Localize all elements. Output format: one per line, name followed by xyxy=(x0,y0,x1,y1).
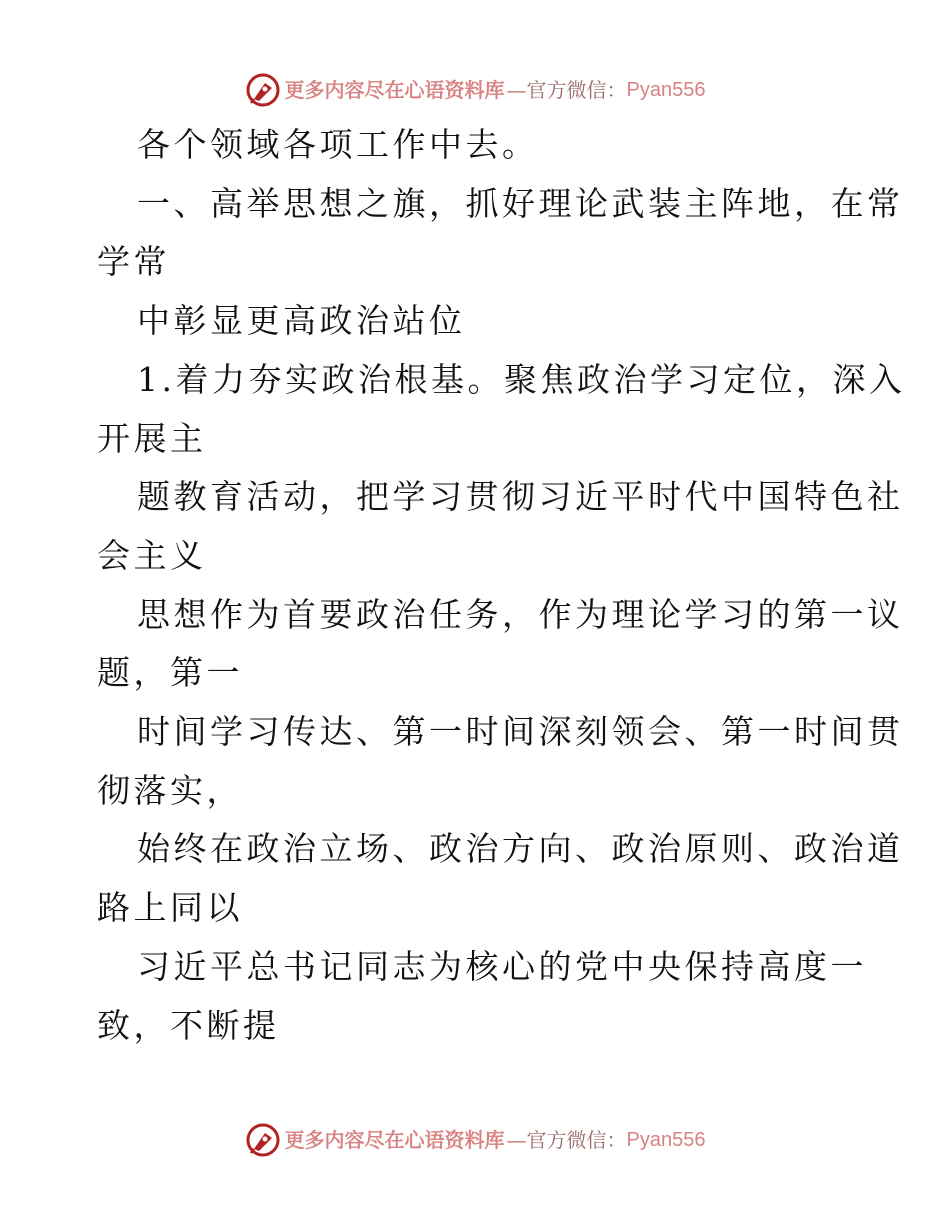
watermark-banner-top xyxy=(0,70,950,110)
watermark-wechat-id: Pyan556 xyxy=(626,79,706,101)
text-line: 学常 xyxy=(97,242,170,282)
text-line: 始终在政治立场、政治方向、政治原则、政治道 xyxy=(137,829,904,869)
document-body xyxy=(97,116,906,1055)
text-line: 路上同以 xyxy=(97,888,243,928)
pen-nib-logo-icon xyxy=(245,1122,281,1158)
text-line: 致，不断提 xyxy=(97,1005,280,1045)
watermark-wechat-label: 官方微信： xyxy=(526,78,627,102)
text-line: 1.着力夯实政治根基。聚焦政治学习定位，深入 xyxy=(137,359,906,399)
watermark-banner-bottom xyxy=(0,1120,950,1160)
text-line: 会主义 xyxy=(97,535,207,575)
text-line: 思想作为首要政治任务，作为理论学习的第一议 xyxy=(137,594,904,634)
watermark-site-text: 更多内容尽在心语资料库 xyxy=(284,78,505,102)
pen-nib-logo-icon xyxy=(245,72,281,108)
text-line: 习近平总书记同志为核心的党中央保持高度一 xyxy=(137,946,867,986)
text-line: 题，第一 xyxy=(97,653,243,693)
watermark-site-text: 更多内容尽在心语资料库 xyxy=(284,1128,505,1152)
watermark-wechat-label: 官方微信： xyxy=(526,1128,627,1152)
text-line: 题教育活动，把学习贯彻习近平时代中国特色社 xyxy=(137,477,904,517)
text-line: 彻落实， xyxy=(97,770,243,810)
watermark-dash: — xyxy=(506,1128,525,1152)
watermark-wechat-id: Pyan556 xyxy=(626,1129,706,1151)
text-line: 开展主 xyxy=(97,418,207,458)
text-line: 中彰显更高政治站位 xyxy=(137,301,466,341)
text-line: 各个领域各项工作中去。 xyxy=(137,125,539,164)
watermark-dash: — xyxy=(506,78,525,102)
text-line: 一、高举思想之旗，抓好理论武装主阵地，在常 xyxy=(137,183,904,223)
text-line: 时间学习传达、第一时间深刻领会、第一时间贯 xyxy=(137,712,904,752)
